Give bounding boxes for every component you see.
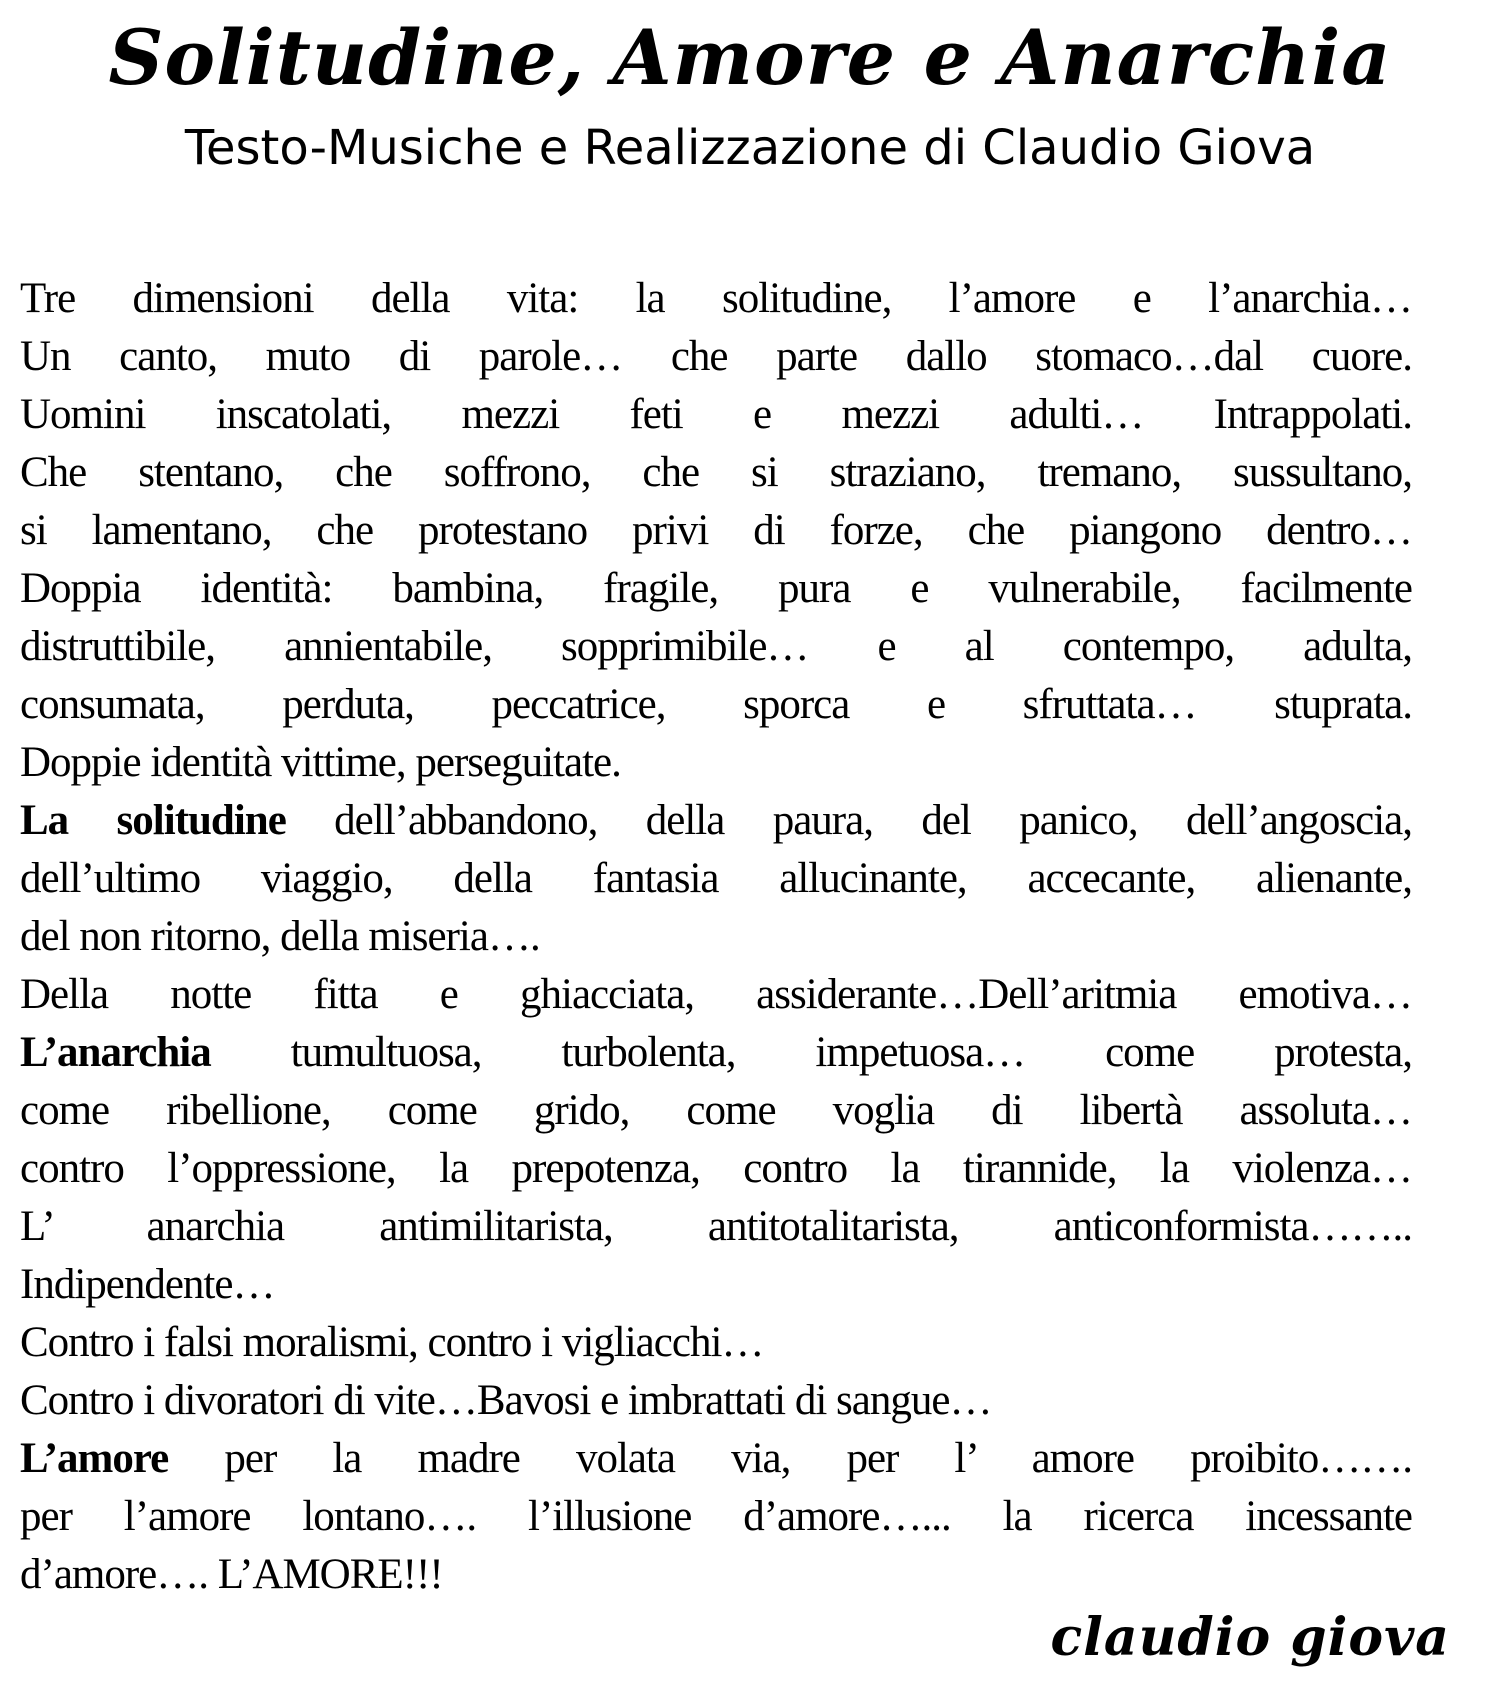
line-text: per la madre volata via, per l’ amore proibito……. (168, 1435, 1412, 1482)
line-text: Doppie identità vittime, perseguitate. (20, 739, 621, 786)
poem-line (20, 1314, 1412, 1372)
line-text: Uomini inscatolati, mezzi feti e mezzi adulti… Intrappolati. (20, 391, 1412, 438)
poem-line (20, 966, 1412, 1024)
poem-line (20, 1256, 1412, 1314)
author-signature: claudio giova (1050, 1607, 1450, 1668)
line-text: Doppia identità: bambina, fragile, pura e vulnerabile, facilmente (20, 565, 1412, 612)
line-text: dell’ultimo viaggio, della fantasia allucinante, accecante, alienante, (20, 855, 1412, 902)
line-text: dell’abbandono, della paura, del panico, dell’angoscia, (285, 797, 1412, 844)
line-text: Contro i falsi moralismi, contro i vigliacchi… (20, 1319, 764, 1366)
poem-line (20, 1430, 1412, 1488)
line-text: Indipendente… (20, 1261, 275, 1308)
poem-body (20, 270, 1412, 1604)
poem-line (20, 1488, 1412, 1546)
line-text: del non ritorno, della miseria…. (20, 913, 540, 960)
poem-line (20, 444, 1412, 502)
line-text: Un canto, muto di parole… che parte dallo stomaco…dal cuore. (20, 333, 1412, 380)
poem-line (20, 792, 1412, 850)
line-text: contro l’oppressione, la prepotenza, contro la tirannide, la violenza… (20, 1145, 1412, 1192)
line-bold: L’anarchia (20, 1029, 211, 1076)
line-text: come ribellione, come grido, come voglia di libertà assoluta… (20, 1087, 1412, 1134)
line-text: Contro i divoratori di vite…Bavosi e imbrattati di sangue… (20, 1377, 992, 1424)
poem-line (20, 1024, 1412, 1082)
line-text: tumultuosa, turbolenta, impetuosa… come protesta, (210, 1029, 1412, 1076)
poem-line (20, 1082, 1412, 1140)
poem-line (20, 1198, 1412, 1256)
line-text: consumata, perduta, peccatrice, sporca e sfruttata… stuprata. (20, 681, 1412, 728)
poem-line (20, 1372, 1412, 1430)
poem-line (20, 676, 1412, 734)
line-text: si lamentano, che protestano privi di forze, che piangono dentro… (20, 507, 1412, 554)
document-subtitle: Testo-Musiche e Realizzazione di Claudio Giova (184, 120, 1316, 176)
line-text: Della notte fitta e ghiacciata, assiderante…Dell’aritmia emotiva… (20, 971, 1412, 1018)
line-text: per l’amore lontano…. l’illusione d’amore…... la ricerca incessante (20, 1493, 1412, 1540)
line-text: Che stentano, che soffrono, che si straziano, tremano, sussultano, (20, 449, 1412, 496)
poem-line (20, 908, 1412, 966)
poem-line (20, 560, 1412, 618)
poem-line (20, 850, 1412, 908)
poem-line (20, 270, 1412, 328)
document-title: Solitudine, Amore e Anarchia (108, 13, 1392, 102)
line-text: d’amore…. L’AMORE!!! (20, 1551, 443, 1598)
line-text: distruttibile, annientabile, sopprimibile… e al contempo, adulta, (20, 623, 1412, 670)
line-bold: La solitudine (20, 797, 286, 844)
line-text: Tre dimensioni della vita: la solitudine, l’amore e l’anarchia… (20, 275, 1412, 322)
poem-line (20, 734, 1412, 792)
poem-line (20, 502, 1412, 560)
poem-line (20, 1140, 1412, 1198)
poem-line (20, 386, 1412, 444)
poem-line (20, 328, 1412, 386)
line-bold: L’amore (20, 1435, 169, 1482)
poem-line (20, 618, 1412, 676)
poem-line (20, 1546, 1412, 1604)
line-text: L’ anarchia antimilitarista, antitotalitarista, anticonformista…….. (20, 1203, 1412, 1250)
